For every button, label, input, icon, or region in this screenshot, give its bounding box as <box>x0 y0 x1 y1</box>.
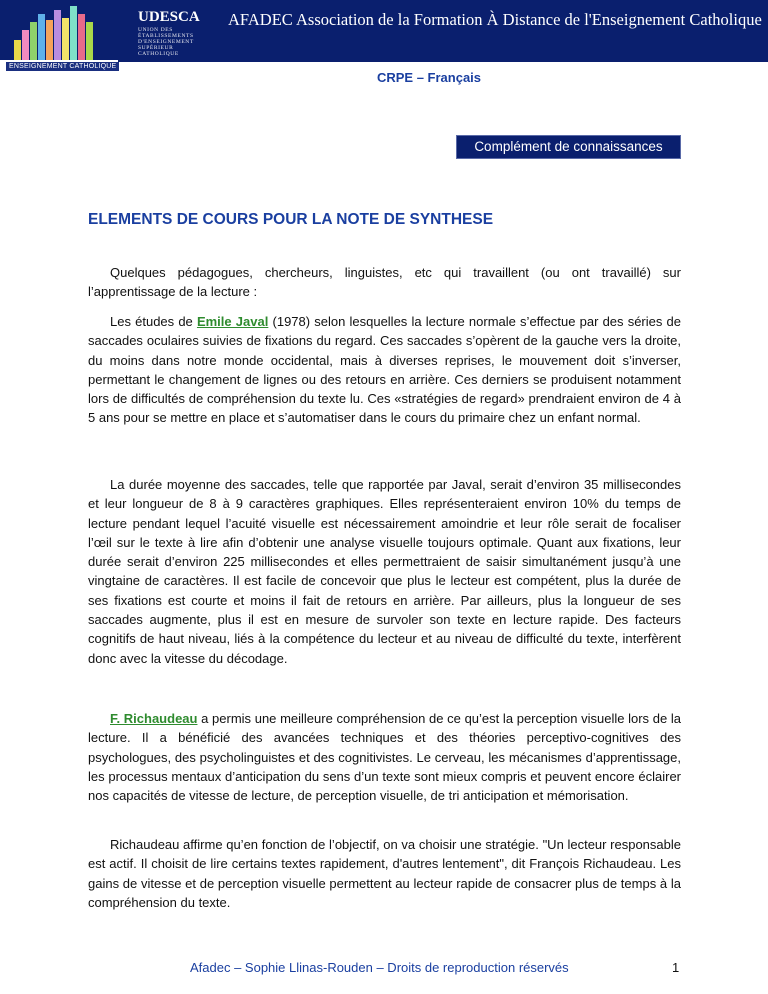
richaudeau-paragraph <box>88 709 681 805</box>
logo-caption: ENSEIGNEMENT CATHOLIQUE <box>6 62 119 71</box>
document-title: CRPE – Français <box>376 70 482 85</box>
javal-prefix: Les études de <box>110 314 197 329</box>
footer-copyright: Afadec – Sophie Llinas-Rouden – Droits de reproduction réservés <box>190 960 569 975</box>
intro-paragraph: Quelques pédagogues, chercheurs, linguistes, etc qui travaillent (ou ont travaillé) sur l’apprentissage de la lecture : <box>88 265 681 300</box>
richaudeau-text: a permis une meilleure compréhension de ce qu’est la perception visuelle lors de la lecture. Il a bénéficié des avancées techniques et des théories perceptivo-cognitives des psychologues, des psycholinguistes et des cognitivistes. Le cerveau, les mécanismes d’apprentissage, les processus mentaux d’anticipation du sens d’un texte sont mieux compris et peuvent encore éclairer nos capacités de vitesse de lecture, de perception visuelle, de tri anticipation et mémorisation. <box>88 711 681 804</box>
richaudeau-link[interactable]: F. Richaudeau <box>110 711 198 726</box>
complement-badge: Complément de connaissances <box>456 135 681 159</box>
javal-paragraph <box>88 312 681 428</box>
javal-text: (1978) selon lesquelles la lecture normale s’effectue par des séries de saccades oculaires suivies de fixations du regard. Ces saccades s’opèrent de la gauche vers la droite, du moins dans notre monde occidental, mais à diverses reprises, le mouvement doit s’inverser, permettant le changement de lignes ou des retours en arrière. Ces derniers se produisent notamment lors de difficultés de compréhension du texte lu. Ces «stratégies de regard» prendraient environ de 4 à 5 ans pour se mettre en place et s’automatiser dans le cours du primaire chez un enfant normal. <box>88 314 682 426</box>
saccades-paragraph: La durée moyenne des saccades, telle que rapportée par Javal, serait d’environ 35 millisecondes et leur longueur de 8 à 9 caractères graphiques. Elles représenteraient environ 10% du temps de lecture pendant lequel l’acuité visuelle est nécessairement amoindrie et leur rôle serait de focaliser l’œil sur le texte à lire afin d’obtenir une analyse visuelle toujours optimale. Quant aux fixations, leur durée serait d’environ 225 millisecondes et elles permettraient de saisir simultanément jusqu’à une vingtaine de caractères. Il est facile de concevoir que plus le lecteur est compétent, plus la durée de ses fixations est courte et moins il fait de retours en arrière. Par ailleurs, plus la longueur de ses saccades augmente, plus il est en mesure de survoler son texte en lecture rapide. Des facteurs cognitifs de haut niveau, liés à la compétence du lecteur et au niveau de difficulté du texte, interfèrent donc avec la vitesse du décodage. <box>88 477 681 666</box>
emile-javal-link[interactable]: Emile Javal <box>196 314 269 329</box>
udesca-subtitle: UNION DES ÉTABLISSEMENTS D'ENSEIGNEMENT SUPÉRIEUR CATHOLIQUE <box>138 27 194 57</box>
udesca-logo-text: UDESCA <box>138 9 200 25</box>
section-title: ELEMENTS DE COURS POUR LA NOTE DE SYNTHESE <box>88 211 494 228</box>
page-number: 1 <box>672 960 680 975</box>
strategie-paragraph: Richaudeau affirme qu’en fonction de l’objectif, on va choisir une stratégie. "Un lecteur responsable est actif. Il choisit de lire certains textes rapidement, d'autres lentement", dit François Richaudeau. Les gains de vitesse et de perception visuelle permettent au lecteur rapide de consacrer plus de temps à la compréhension du texte. <box>88 837 681 910</box>
afadec-header-title: AFADEC Association de la Formation À Distance de l'Enseignement Catholique <box>228 10 762 29</box>
